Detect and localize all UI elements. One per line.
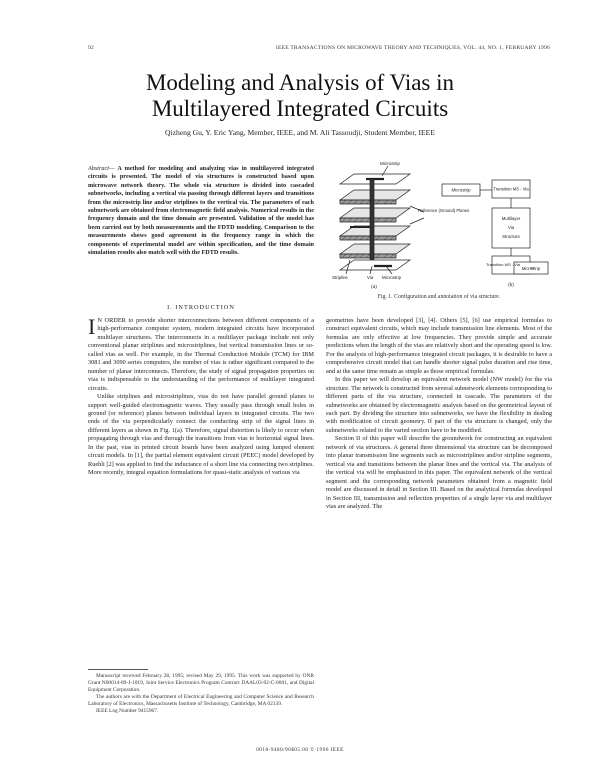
journal-header: IEEE TRANSACTIONS ON MICROWAVE THEORY AND TECHNIQUES, VOL. 44, NO. 1, FEBRUARY 1996 xyxy=(275,45,550,51)
footnote-log-number: IEEE Log Number 9415967. xyxy=(96,707,159,714)
copyright-line: 0018-9480/96$05.00 © 1996 IEEE xyxy=(256,747,344,753)
author-line: Qizheng Gu, Y. Eric Yang, Member, IEEE, and M. Ali Tassoudji, Student Member, IEEE xyxy=(165,128,435,137)
footnote-divider xyxy=(88,669,148,670)
label-reference-planes: Reference (Ground) Planes xyxy=(418,208,470,213)
footnote-affiliation: The authors are with the Department of Electrical Engineering and Computer Science and Research Laboratory of Electronics, Massachusetts Institute of Technology, Cambridge, MA 02139. xyxy=(88,693,314,707)
page-number: 92 xyxy=(88,45,94,51)
paper-title xyxy=(60,70,540,122)
abstract xyxy=(88,165,314,257)
block-microstrip-top: Microstrip xyxy=(451,187,471,193)
right-paragraph-3: Section II of this paper will describe the groundwork for constructing an equivalent network of via structures. A general three dimensional via structure can be decomposed into planar transmission line segments such as microstriplines and/or stripline segments, vertical via and transitions between the planar lines and the vertical via. The analysis of the vertical via will be emphasized in this paper. The equivalent network of the vertical segment and the corresponding network parameters obtained from a magnetic field model are discussed in detail in Section III. Based on the analytical formulas developed in Section III, transmission and reflection properties of a single layer via and multilayer vias are analyzed. The xyxy=(326,435,552,510)
block-diagram xyxy=(442,180,548,274)
block-multilayer: Multilayer xyxy=(501,216,521,221)
figure-1-svg xyxy=(326,160,552,290)
intro-paragraph-2: Unlike striplines and microstriplines, vias do not have parallel ground planes to support well-guided electromagnetic waves. They usually pass through small holes in ground (or reference) planes between individual layers in integrated circuits. The two ends of the via perpendicularly connect the conducting strip of the signal lines in different layers as shown in Fig. 1(a). Therefore, signal distortion is likely to occur when propagating through vias and through the transitions from vias to horizontal signal lines. In the past, vias in printed circuit boards have been analyzed using lumped element circuit models. In [1], the partial element equivalent circuit (PEEC) model developed by Ruehli [2] was applied to find the inductance of a short line via connecting two striplines. More recently, integral equation formulations for quasi-static analysis of various via xyxy=(88,393,314,477)
right-column xyxy=(326,317,552,511)
footnote xyxy=(88,673,314,714)
right-paragraph-2: In this paper we will develop an equivalent network model (NW model) for the via structure. The network is constructed from several subnetwork elements corresponding to different parts of the via structure, connected in cascade. The parameters of the subnetworks are obtained by electromagnetic analysis based on the geometrical layout of each part. By dividing the structure into subnetworks, we have the flexibility in dealing with modification of circuit geometry. If part of the via structure is changed, only the subnetworks related to the varied section have to be modified. xyxy=(326,376,552,434)
right-paragraph-1: geometries have been developed [3], [4]. Others [5], [6] use empirical formulas to construct equivalent circuits, which may include transmission line elements. Most of the formulas are only effective at low frequencies. They provide simple and accurate predictions when the length of the vias are relatively short and the operating speed is low. For the analysis of high-performance integrated circuit packages, it is desirable to have a comprehensive circuit model that can handle shorter signal pulse duration and rise time, and at the same time remain as simple as those empirical formulas. xyxy=(326,317,552,375)
label-stripline: Stripline xyxy=(332,275,348,280)
title-line-1: Modeling and Analysis of Vias in xyxy=(145,70,455,95)
label-via: Via xyxy=(367,275,374,280)
block-via: Via xyxy=(507,225,515,230)
block-structure: Structure xyxy=(502,234,520,239)
block-microstrip-bottom: Microstrip xyxy=(521,266,541,271)
section-heading-introduction: I. INTRODUCTION xyxy=(167,304,235,311)
label-microstrip-top: Microstrip xyxy=(380,161,400,166)
via-structure-drawing xyxy=(340,166,424,274)
intro-paragraph-1 xyxy=(88,314,314,393)
abstract-text: A method for modeling and analyzing vias in multilayered integrated circuits is presented. The model of via structures is constructed based upon microwave network theory. The whole via structure is divided into cascaded subnetworks, including a vertical via passing through different layers and transitions from the microstrip line and/or striplines to the vertical via. The parameters of each subnetwork are obtained from electromagnetic field analysis. Numerical results in the frequency domain and the time domain are presented. Validation of the model has been carried out by both measurements and the FDTD modeling. Comparison to the measurements shows good agreement in the frequency range in which the components of experimental model are within specification, and the time domain simulation results also match well with the FDTD results. xyxy=(88,165,314,257)
abstract-label: Abstract— xyxy=(88,165,115,172)
label-sub-b: (b) xyxy=(508,283,514,288)
title-line-2: Multilayered Integrated Circuits xyxy=(151,96,449,121)
footnote-manuscript: Manuscript received February 28, 1995; revised May 29, 1995. This work was supported by ONR Grant N00014-89-J-1019, Joint Service Electronics Program Contract DAAL03-92-C-0001, and Digital Equipment Corporation. xyxy=(88,673,314,693)
block-transition-top: Transition MS - Via xyxy=(493,186,529,192)
label-microstrip-bottom: Microstrip xyxy=(382,275,402,280)
figure-1-caption: Fig. 1. Configuration and annotation of via structure. xyxy=(377,294,501,300)
left-column xyxy=(88,314,314,478)
label-sub-a: (a) xyxy=(371,285,377,290)
intro-paragraph-1-text: N ORDER to provide shorter interconnections between different components of a high-performance computer system, modern integrated circuits have incorporated multilayer structures. The interconnects in a multilayer package include not only conventional planar striplines and microstriplines, but vertical transmission lines or so-called vias as well. For example, in the Thermal Conduction Module (TCM) for IBM 3081 and 3090 series computers, the number of vias is rather significant compared to the number of planar interconnects. Therefore, the study of signal propagation properties on vias is indispensable to the understanding of the performance of multilayer integrated circuits. xyxy=(88,317,314,392)
drop-cap: I xyxy=(88,314,96,339)
block-transition-bottom: Transition MS - Via xyxy=(486,262,520,267)
figure-1 xyxy=(326,160,552,295)
